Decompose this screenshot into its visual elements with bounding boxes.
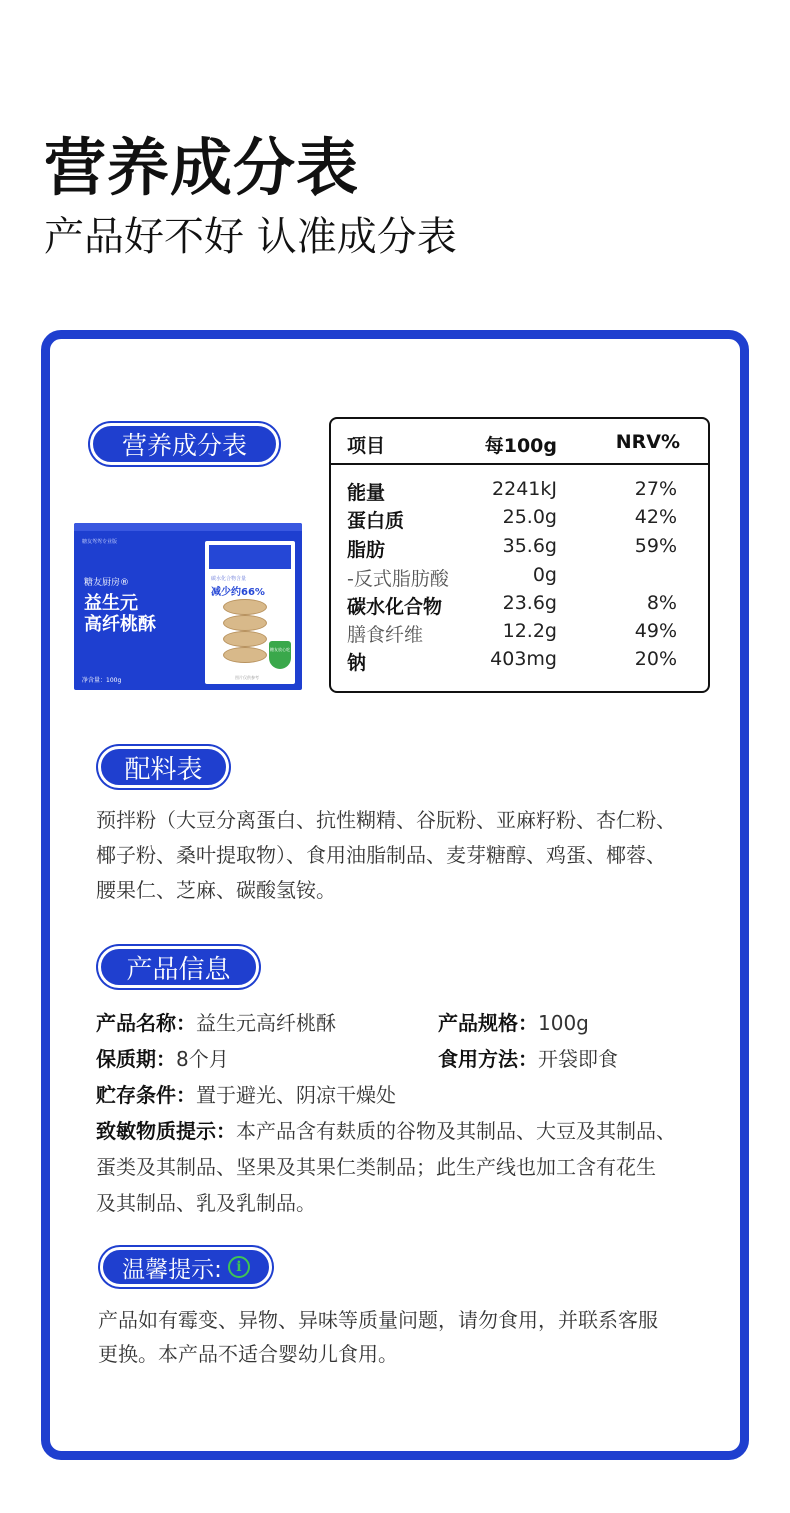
- nutrition-table: [329, 417, 710, 693]
- product-box-panel-header: [209, 545, 291, 569]
- nutrition-pill: 营养成分表: [90, 423, 279, 465]
- storage-label: 贮存条件：: [96, 1083, 196, 1107]
- storage-value: 置于避光、阴凉干燥处: [196, 1083, 396, 1107]
- product-box-top-strip: [74, 523, 302, 531]
- nutrition-row: [331, 478, 708, 506]
- ingredients-line: 预拌粉（大豆分离蛋白、抗性糊精、谷朊粉、亚麻籽粉、杏仁粉、: [96, 808, 676, 832]
- product-info-pill: 产品信息: [98, 946, 259, 988]
- shelf-life-value: 8个月: [176, 1047, 229, 1071]
- nutrient-value: 12.2g: [502, 620, 557, 642]
- allergen-label: 致敏物质提示：: [96, 1119, 236, 1143]
- cookie-image: [223, 615, 267, 631]
- ingredients-pill: 配料表: [98, 746, 229, 788]
- product-name-value: 益生元高纤桃酥: [196, 1011, 336, 1035]
- tips-text: [98, 1303, 658, 1371]
- ingredients-text: [96, 803, 676, 908]
- nutrition-row: [331, 535, 708, 563]
- allergen-text: 蛋类及其制品、坚果及其果仁类制品；此生产线也加工含有花生: [96, 1155, 656, 1179]
- nutrition-row: [331, 592, 708, 620]
- nutrient-nrv: 27%: [634, 478, 677, 500]
- storage-line: [96, 1078, 396, 1113]
- tips-pill-label: 温馨提示:: [122, 1256, 222, 1283]
- product-box-top-text: 糖友驾驾专业版: [82, 539, 118, 545]
- nutrient-nrv: 49%: [634, 620, 677, 642]
- usage-line: [438, 1042, 618, 1077]
- allergen-text: 及其制品、乳及乳制品。: [96, 1191, 316, 1215]
- nutrient-label: 钠: [347, 652, 367, 674]
- nutrient-nrv: 20%: [634, 648, 677, 670]
- ingredients-line: 腰果仁、芝麻、碳酸氢铵。: [96, 878, 336, 902]
- cookie-image: [223, 599, 267, 615]
- tips-line: 更换。本产品不适合婴幼儿食用。: [98, 1342, 398, 1366]
- shield-text: 糖友放心吃: [270, 647, 290, 652]
- nutrient-label: -反式脂肪酸: [347, 568, 449, 590]
- nutrition-row: [331, 506, 708, 534]
- product-box-panel-percent: 减少约66%: [211, 587, 265, 598]
- product-spec-label: 产品规格：: [438, 1011, 538, 1035]
- page-subtitle: 产品好不好 认准成分表: [44, 214, 457, 260]
- product-box-net-weight: 净含量：100g: [82, 677, 122, 684]
- nutrition-table-header: [331, 419, 708, 465]
- allergen-text: 本产品含有麸质的谷物及其制品、大豆及其制品、: [236, 1119, 676, 1143]
- product-box-panel: [205, 541, 295, 684]
- tips-pill: [100, 1247, 272, 1287]
- nutrient-nrv: 42%: [634, 506, 677, 528]
- product-spec-line: [438, 1006, 589, 1041]
- nutrition-row: [331, 648, 708, 676]
- nutrition-row: [331, 620, 708, 648]
- nutrient-label: 能量: [347, 482, 386, 504]
- page-title: 营养成分表: [44, 131, 360, 204]
- nutrient-label: 碳水化合物: [347, 596, 443, 618]
- header-item: 项目: [347, 435, 386, 457]
- product-box-name-line2: 高纤桃酥: [84, 614, 156, 635]
- cookie-image: [223, 631, 267, 647]
- shield-icon: [269, 641, 291, 669]
- product-box-name-line1: 益生元: [84, 593, 138, 614]
- product-name-label: 产品名称：: [96, 1011, 196, 1035]
- product-box-panel-note: 碳水化合物含量: [211, 576, 247, 582]
- nutrient-value: 0g: [532, 564, 557, 586]
- ingredients-line: 椰子粉、桑叶提取物）、食用油脂制品、麦芽糖醇、鸡蛋、椰蓉、: [96, 843, 666, 867]
- header-per-100g: 每100g: [484, 435, 557, 457]
- product-spec-value: 100g: [538, 1011, 589, 1035]
- nutrient-value: 35.6g: [502, 535, 557, 557]
- product-box-name: [84, 593, 194, 635]
- nutrient-nrv: 8%: [646, 592, 677, 614]
- nutrient-value: 403mg: [490, 648, 557, 670]
- nutrient-value: 25.0g: [502, 506, 557, 528]
- nutrient-label: 蛋白质: [347, 510, 405, 532]
- usage-value: 开袋即食: [538, 1047, 618, 1071]
- info-icon: i: [228, 1256, 250, 1278]
- tips-line: 产品如有霉变、异物、异味等质量问题，请勿食用，并联系客服: [98, 1308, 658, 1332]
- product-name-line: [96, 1006, 336, 1041]
- allergen-line: [96, 1114, 676, 1149]
- header-nrv: NRV%: [615, 431, 680, 453]
- shelf-life-line: [96, 1042, 229, 1077]
- cookie-image: [223, 647, 267, 663]
- nutrient-label: 膳食纤维: [347, 624, 424, 646]
- nutrient-value: 23.6g: [502, 592, 557, 614]
- nutrient-label: 脂肪: [347, 539, 386, 561]
- nutrient-nrv: 59%: [634, 535, 677, 557]
- nutrition-row: [331, 564, 708, 592]
- product-box-image: [74, 523, 302, 690]
- shelf-life-label: 保质期：: [96, 1047, 176, 1071]
- nutrient-value: 2241kJ: [492, 478, 557, 500]
- product-box-panel-footer: 图片仅供参考: [235, 675, 259, 680]
- product-box-brand: 糖友厨房®: [84, 578, 130, 588]
- usage-label: 食用方法：: [438, 1047, 538, 1071]
